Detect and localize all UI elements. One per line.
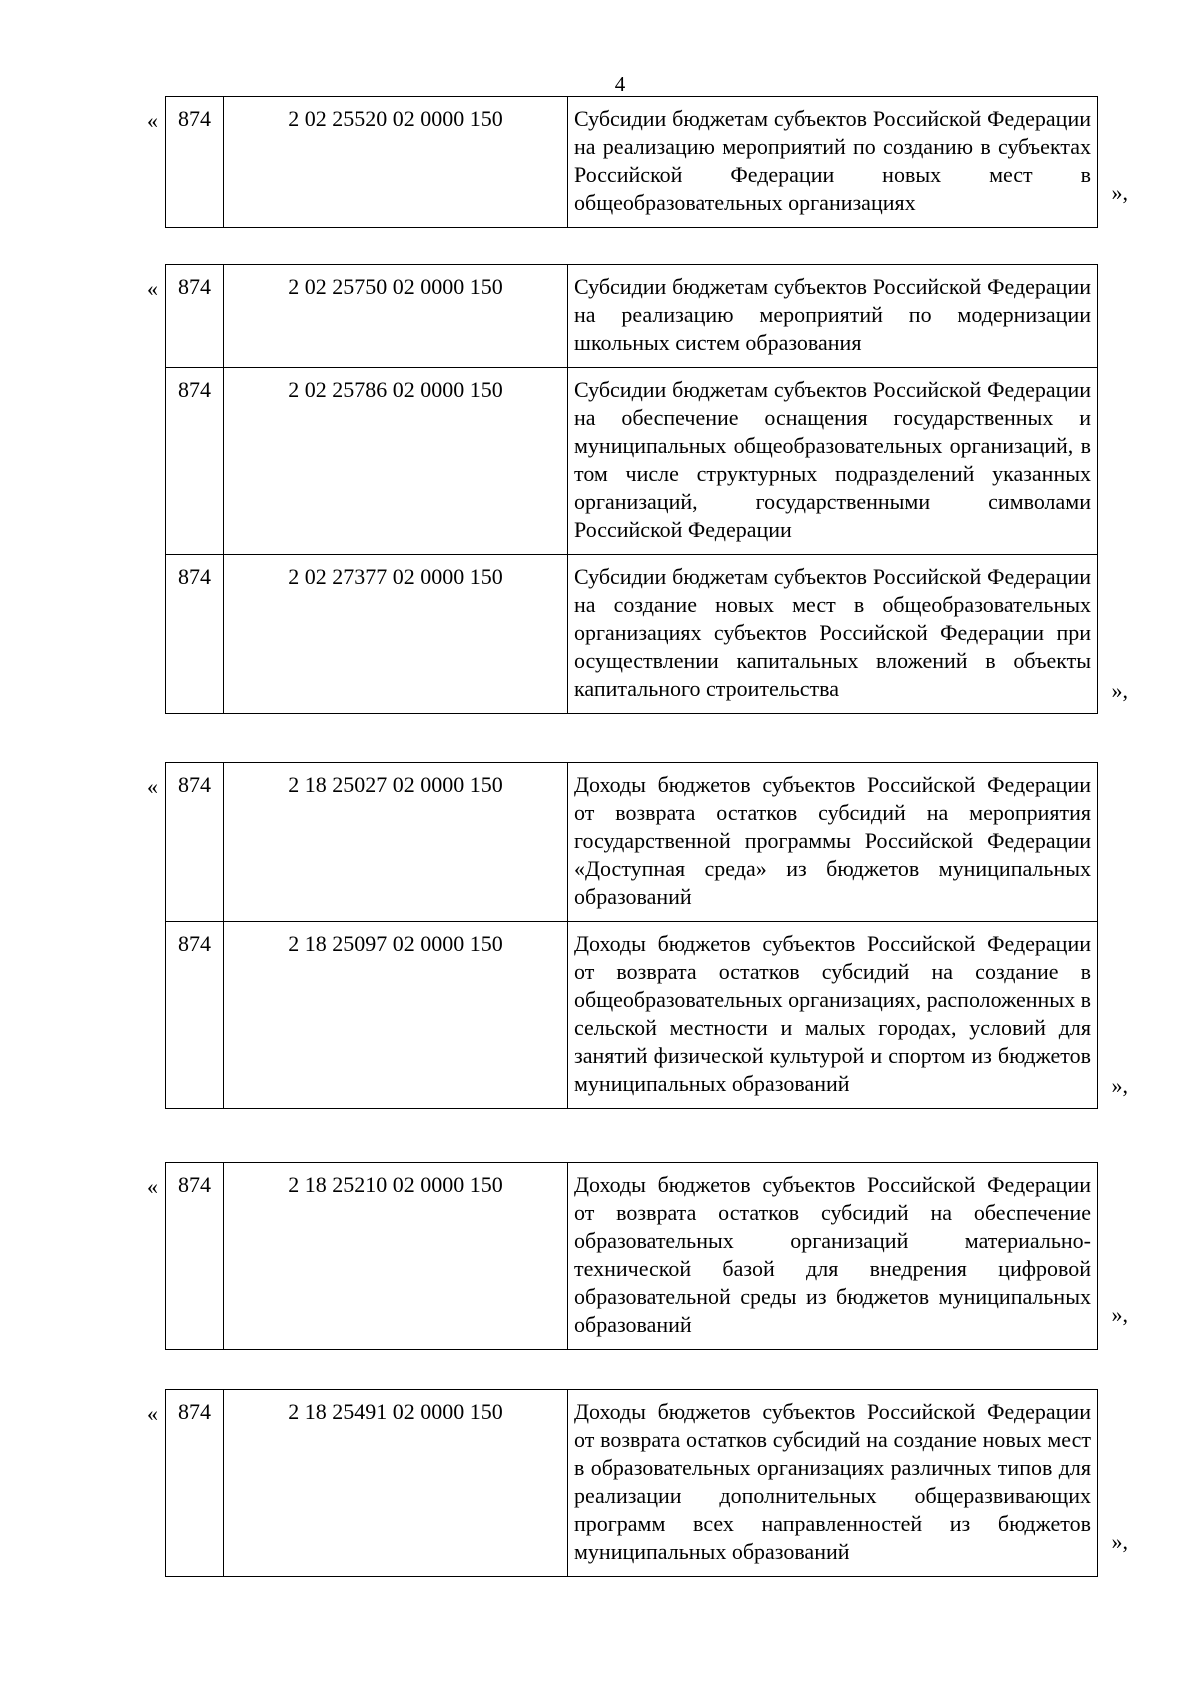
table-block-4	[147, 1162, 1128, 1350]
description-cell: Доходы бюджетов субъектов Российской Федерации от возврата остатков субсидий на мероприятия государственной программы Российской Федерации «Доступная среда» из бюджетов муниципальных образований	[568, 763, 1098, 922]
budget-code-cell: 2 18 25210 02 0000 150	[224, 1163, 568, 1350]
table-row	[166, 265, 1098, 368]
table-row	[166, 97, 1098, 228]
opening-quote: «	[147, 774, 158, 799]
budget-code-cell: 2 02 25750 02 0000 150	[224, 265, 568, 368]
description-cell: Субсидии бюджетам субъектов Российской Федерации на реализацию мероприятий по созданию в субъектах Российской Федерации новых мест в общеобразовательных организациях	[568, 97, 1098, 228]
table-block-5	[147, 1389, 1128, 1577]
budget-code-cell: 2 02 27377 02 0000 150	[224, 555, 568, 714]
description-cell: Субсидии бюджетам субъектов Российской Федерации на обеспечение оснащения государственных и муниципальных общеобразовательных организаций, в том числе структурных подразделений указанных организаций, государственными символами Российской Федерации	[568, 368, 1098, 555]
opening-quote: «	[147, 276, 158, 301]
opening-quote: «	[147, 108, 158, 133]
code-table	[165, 1389, 1098, 1577]
description-cell: Субсидии бюджетам субъектов Российской Федерации на реализацию мероприятий по модернизации школьных систем образования	[568, 265, 1098, 368]
page-number: 4	[614, 72, 626, 96]
opening-quote: «	[147, 1174, 158, 1199]
admin-code-cell: 874	[166, 1163, 224, 1350]
admin-code-cell: 874	[166, 265, 224, 368]
closing-quote: »,	[1111, 1073, 1128, 1098]
code-table	[165, 1162, 1098, 1350]
table-block-1	[147, 96, 1128, 228]
table-row	[166, 922, 1098, 1109]
table-block-3	[147, 762, 1128, 1109]
closing-quote: »,	[1111, 1529, 1128, 1554]
closing-quote: »,	[1111, 180, 1128, 205]
table-row	[166, 1390, 1098, 1577]
code-table	[165, 264, 1098, 714]
table-block-2	[147, 264, 1128, 714]
budget-code-cell: 2 18 25027 02 0000 150	[224, 763, 568, 922]
closing-quote: »,	[1111, 678, 1128, 703]
budget-code-cell: 2 02 25786 02 0000 150	[224, 368, 568, 555]
table-row	[166, 1163, 1098, 1350]
table-row	[166, 368, 1098, 555]
admin-code-cell: 874	[166, 97, 224, 228]
budget-code-cell: 2 02 25520 02 0000 150	[224, 97, 568, 228]
description-cell: Доходы бюджетов субъектов Российской Федерации от возврата остатков субсидий на обеспечение образовательных организаций материально-технической базой для внедрения цифровой образовательной среды из бюджетов муниципальных образований	[568, 1163, 1098, 1350]
description-cell: Доходы бюджетов субъектов Российской Федерации от возврата остатков субсидий на создание в общеобразовательных организациях, расположенных в сельской местности и малых городах, условий для занятий физической культурой и спортом из бюджетов муниципальных образований	[568, 922, 1098, 1109]
admin-code-cell: 874	[166, 1390, 224, 1577]
admin-code-cell: 874	[166, 555, 224, 714]
description-cell: Субсидии бюджетам субъектов Российской Федерации на создание новых мест в общеобразовательных организациях субъектов Российской Федерации при осуществлении капитальных вложений в объекты капитального строительства	[568, 555, 1098, 714]
code-table	[165, 96, 1098, 228]
admin-code-cell: 874	[166, 922, 224, 1109]
budget-code-cell: 2 18 25491 02 0000 150	[224, 1390, 568, 1577]
opening-quote: «	[147, 1401, 158, 1426]
code-table	[165, 762, 1098, 1109]
description-cell: Доходы бюджетов субъектов Российской Федерации от возврата остатков субсидий на создание новых мест в образовательных организациях различных типов для реализации дополнительных общеразвивающих программ всех направленностей из бюджетов муниципальных образований	[568, 1390, 1098, 1577]
admin-code-cell: 874	[166, 368, 224, 555]
admin-code-cell: 874	[166, 763, 224, 922]
table-row	[166, 555, 1098, 714]
budget-code-cell: 2 18 25097 02 0000 150	[224, 922, 568, 1109]
table-row	[166, 763, 1098, 922]
closing-quote: »,	[1111, 1302, 1128, 1327]
